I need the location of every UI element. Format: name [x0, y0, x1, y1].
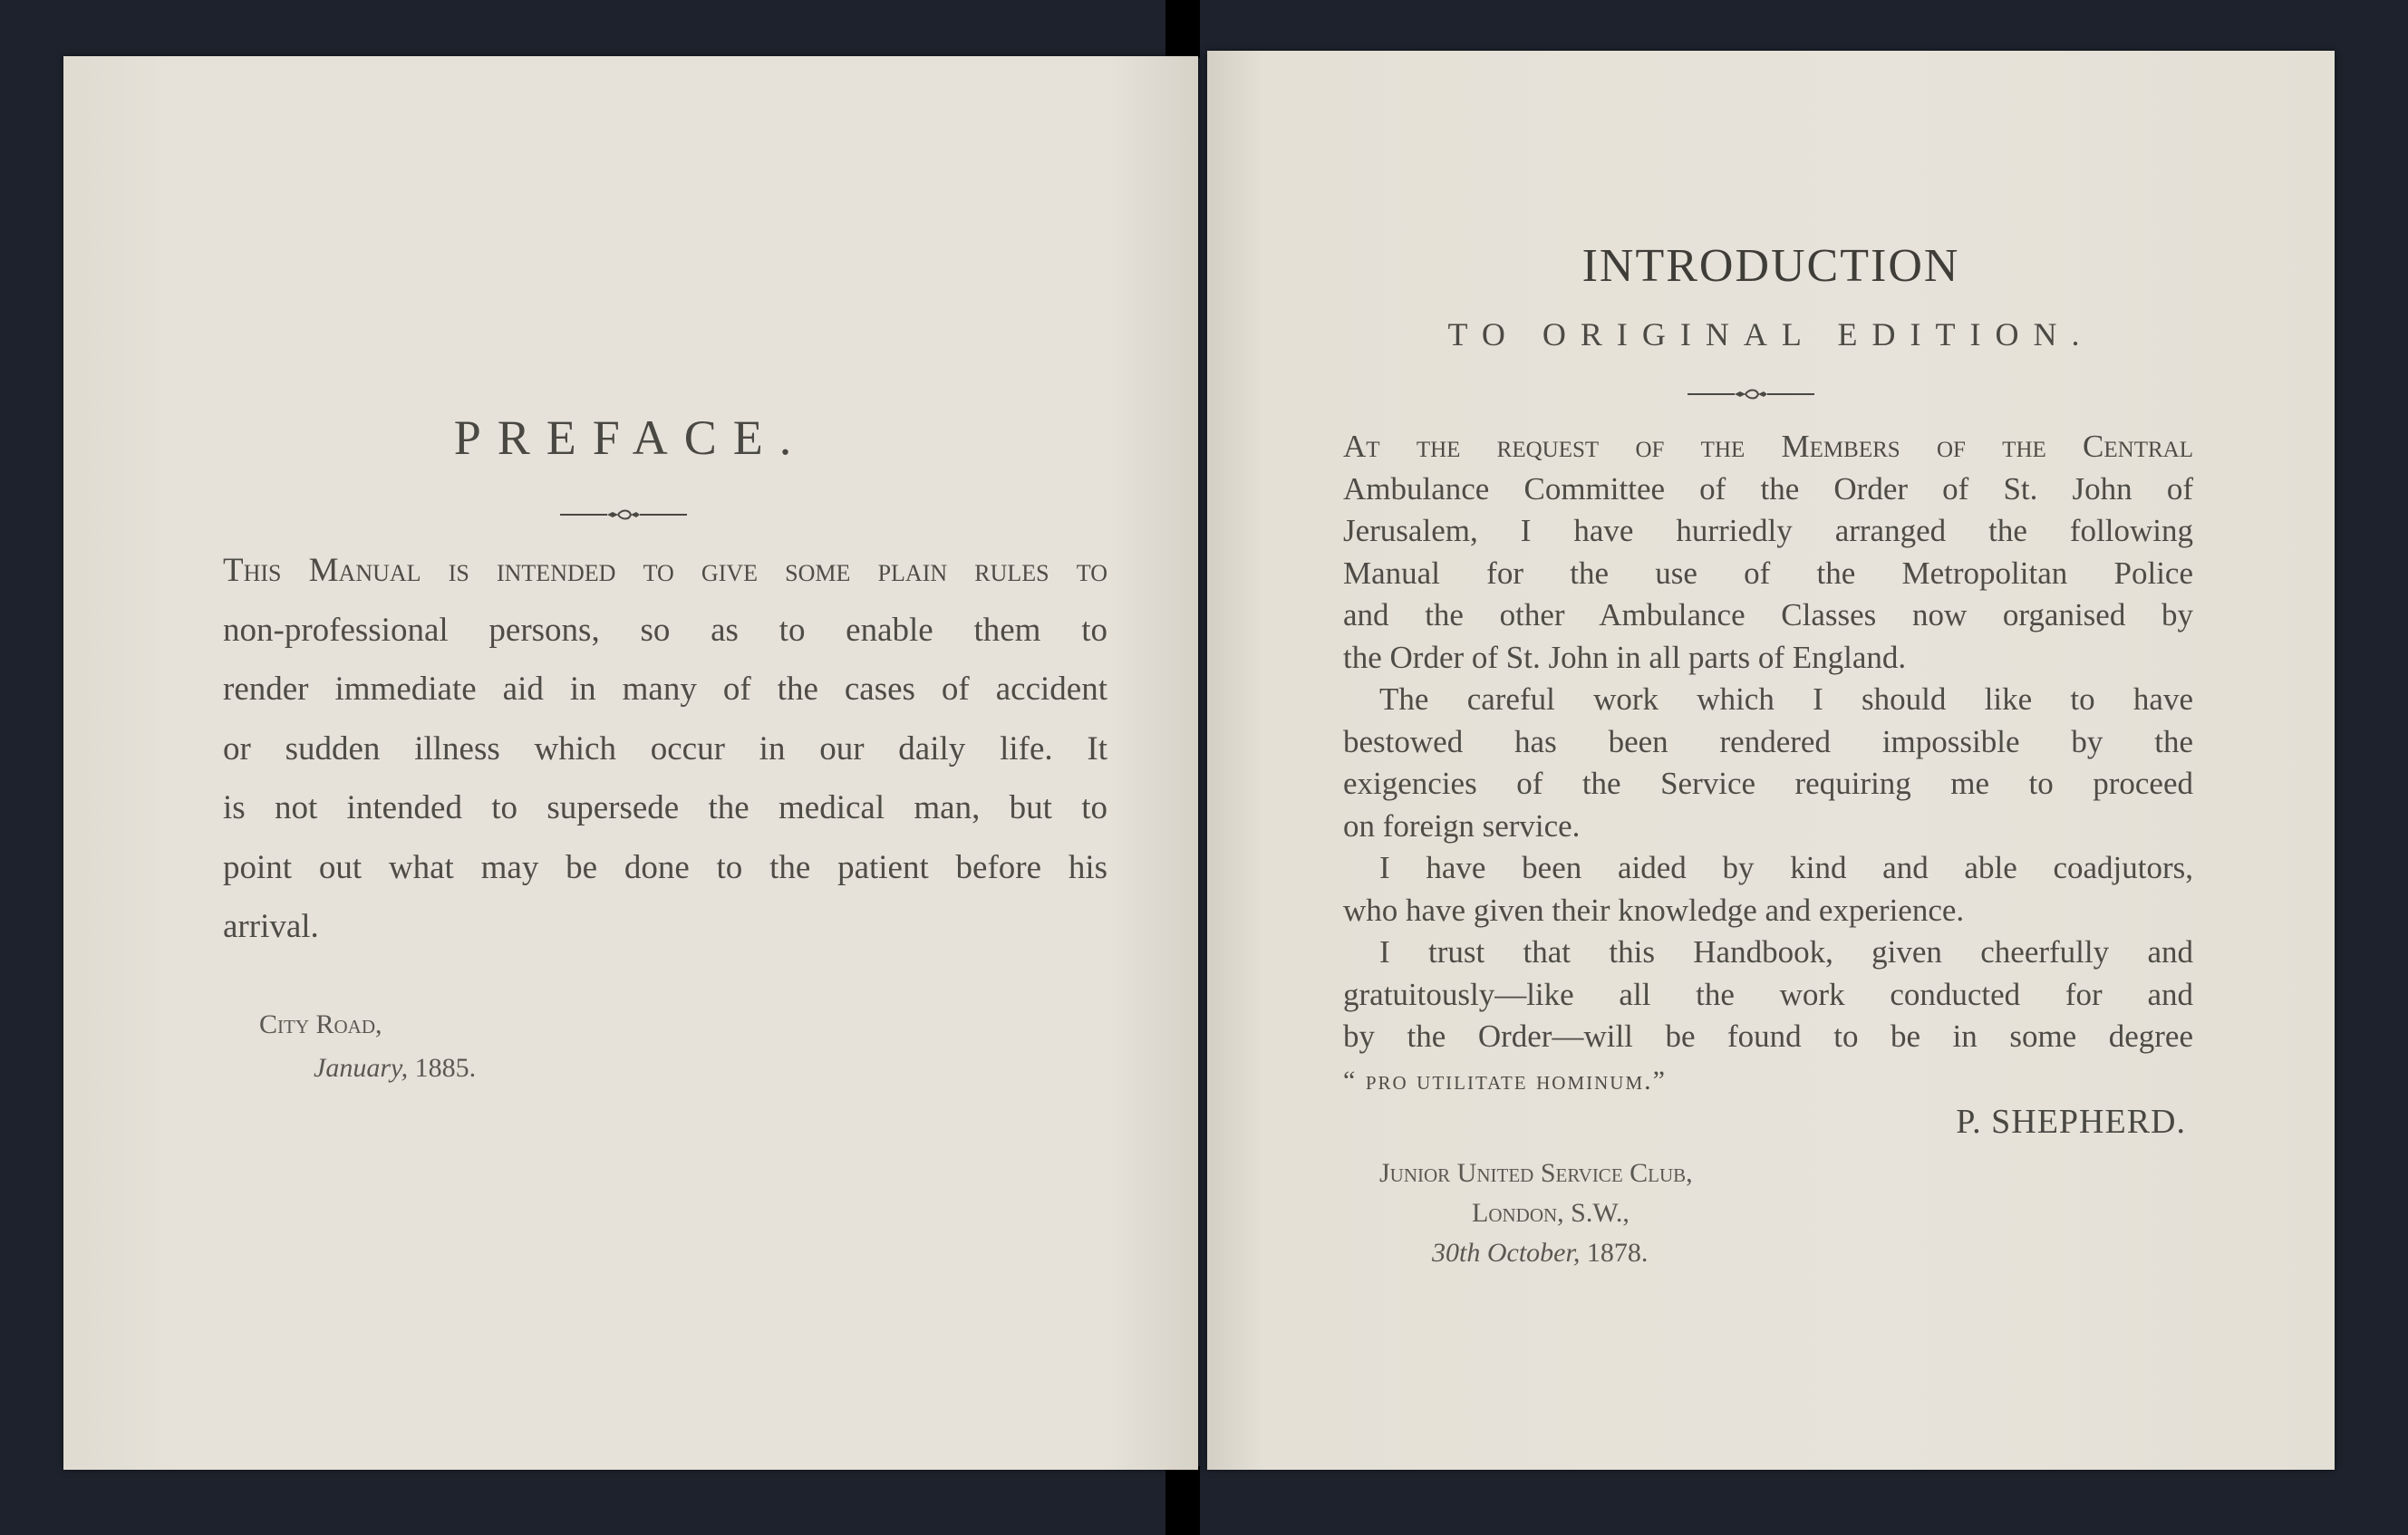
- introduction-author: P. SHEPHERD.: [1956, 1103, 2186, 1141]
- intro-line-7: The careful work which I should like to have: [1379, 681, 2193, 717]
- preface-paragraph: [223, 541, 1107, 957]
- preface-line-5: is not intended to supersede the medical man, but to: [223, 789, 1107, 826]
- introduction-address-line-1: Junior United Service Club,: [1379, 1158, 1693, 1188]
- intro-line-16: “ pro utilitate hominum.”: [1343, 1065, 1667, 1096]
- intro-line-8: bestowed has been rendered impossible by the: [1343, 723, 2193, 759]
- preface-date: [314, 1053, 476, 1084]
- intro-line-1: At the request of the Members of the Central: [1343, 429, 2193, 464]
- introduction-title: INTRODUCTION: [1581, 240, 1960, 292]
- intro-line-3: Jerusalem, I have hurriedly arranged the following: [1343, 513, 2193, 548]
- introduction-date: [1432, 1238, 1648, 1269]
- intro-line-6: the Order of St. John in all parts of England.: [1343, 639, 1907, 675]
- intro-date-year: 1878.: [1586, 1238, 1649, 1268]
- intro-line-15: by the Order—will be found to be in some degree: [1343, 1019, 2193, 1054]
- intro-line-11: I have been aided by kind and able coadjutors,: [1379, 850, 2193, 885]
- preface-line-3: render immediate aid in many of the cases of accident: [223, 671, 1107, 708]
- preface-line-2: non-professional persons, so as to enable them to: [223, 611, 1107, 649]
- book-spine-gap-top: [1165, 0, 1200, 58]
- preface-line-7: arrival.: [223, 908, 319, 945]
- introduction-text: [1343, 426, 2193, 1100]
- intro-line-13: I trust that this Handbook, given cheerfully and: [1379, 934, 2193, 970]
- preface-title: PREFACE.: [453, 410, 808, 465]
- ornament-divider-icon: [560, 507, 687, 523]
- intro-line-9: exigencies of the Service requiring me to proceed: [1343, 766, 2193, 801]
- left-page-preface: [63, 56, 1198, 1470]
- introduction-address-line-2: London, S.W.,: [1472, 1198, 1630, 1228]
- preface-line-4: or sudden illness which occur in our daily life. It: [223, 729, 1107, 768]
- intro-line-10: on foreign service.: [1343, 807, 1581, 844]
- intro-line-12: who have given their knowledge and experience.: [1343, 892, 1965, 928]
- intro-date-month: October,: [1486, 1238, 1581, 1268]
- intro-line-14: gratuitously—like all the work conducted for and: [1343, 976, 2193, 1012]
- preface-place: City Road,: [259, 1009, 382, 1039]
- book-spine-gap-bottom: [1165, 1466, 1200, 1535]
- intro-date-day: 30th: [1432, 1238, 1481, 1268]
- right-page-introduction: [1207, 51, 2335, 1470]
- ornament-divider-icon: [1688, 386, 1814, 402]
- intro-line-5: and the other Ambulance Classes now organised by: [1343, 597, 2193, 632]
- introduction-subtitle: TO ORIGINAL EDITION.: [1447, 316, 2094, 352]
- intro-line-2: Ambulance Committee of the Order of St. John of: [1343, 470, 2193, 507]
- intro-line-4: Manual for the use of the Metropolitan Police: [1343, 555, 2193, 591]
- preface-date-month: January,: [314, 1053, 409, 1083]
- preface-date-year: 1885.: [414, 1053, 477, 1083]
- preface-line-1: This Manual is intended to give some plain rules to: [223, 552, 1107, 589]
- preface-line-6: point out what may be done to the patient before his: [223, 848, 1107, 886]
